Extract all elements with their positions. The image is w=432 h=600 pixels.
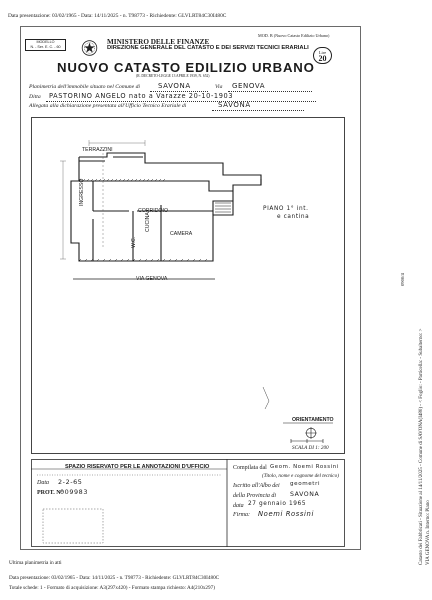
terrace-outline [79, 153, 261, 185]
data2-label: data [233, 503, 244, 509]
wc-label: W.C. [131, 236, 137, 248]
provincia-value: SAVONA [290, 491, 320, 498]
floor-plan-drawing [33, 119, 343, 452]
mod-b-reference: MOD. B (Nuovo Catasto Edilizio Urbano) [258, 33, 330, 38]
terrazzini-label: TERRAZZINI [82, 147, 113, 153]
signature-value: Noemi Rossini [258, 510, 314, 518]
compilata-label: Compilata dal [233, 465, 267, 471]
north-arrow-icon [283, 423, 333, 439]
direction-heading: DIREZIONE GENERALE DEL CATASTO E DEI SERVIZI TECNICI ERARIALI [107, 45, 309, 51]
wall-hatching [79, 179, 207, 261]
ministry-heading: MINISTERO DELLE FINANZE [107, 38, 210, 46]
header-request-line: Data presentazione: 03/02/1965 - Data: 14/11/2025 - n. T98773 - Richiedente: GLVLRT84C30I480C [8, 13, 227, 19]
stair-lines [215, 203, 231, 212]
cantina-label: e cantina [277, 214, 310, 220]
last-plan-note: Ultima planimetria in atti [9, 560, 62, 566]
via-label: Via [215, 84, 223, 90]
data2-value: 27 gennaio 1965 [248, 501, 307, 507]
piano-label: PIANO 1° int. [263, 206, 309, 212]
modello-box [25, 39, 66, 51]
footer-request-line: Data presentazione: 03/02/1965 - Data: 14/11/2025 - n. T98773 - Richiedente: GLVLRT84C30I480C [9, 575, 220, 581]
provincia-label: della Provincia di [233, 493, 277, 499]
ingresso-label: INGRESSO [79, 178, 85, 206]
camera-label: CAMERA [170, 231, 193, 237]
document-title: NUOVO CATASTO EDILIZIO URBANO [57, 60, 315, 75]
side-stamp-code: 0900/4 [400, 273, 405, 286]
sketch-mark [263, 387, 269, 409]
lire-value: 20 [318, 54, 327, 63]
ditta-value: PASTORINO ANGELO nato a Varazze 20-10-1903 [49, 92, 234, 100]
republic-emblem-icon [81, 39, 98, 57]
compilata-note: (Titolo, nome e cognome del tecnico) [262, 473, 339, 479]
ditta-label: Ditta [29, 94, 41, 100]
ditta-dotline [46, 101, 316, 102]
compilata-value: Geom. Noemi Rossini [270, 464, 339, 470]
allegata-value: SAVONA [218, 101, 251, 109]
via-value: GENOVA [232, 82, 266, 90]
office-space-heading: SPAZIO RISERVATO PER LE ANNOTAZIONI D'UFFICIO [65, 464, 210, 470]
row1-label: Planimetria dell'immobile situato nel Comune di [29, 84, 141, 90]
via-genova-label: VIA GENOVA [136, 276, 168, 282]
allegata-label: Allegata alla dichiarazione presentata all'Ufficio Tecnico Erariale di [29, 103, 187, 109]
modello-label: MODELLO [36, 40, 55, 44]
firma-label: Firma: [233, 512, 250, 518]
corridor-wall [79, 181, 233, 191]
via-dotline [228, 91, 312, 92]
protocol-value: 009983 [60, 488, 88, 496]
cucina-label: CUCINA [145, 212, 151, 232]
allegata-dotline [212, 110, 304, 111]
protocol-label: PROT. N° [37, 490, 63, 496]
corridoio-label: CORRIDOIO [138, 208, 168, 214]
scale-bar-icon [291, 439, 323, 443]
lire-badge [313, 47, 332, 64]
footer-format-line: Totale schede: 1 - Formato di acquisizione: A3(297x420) - Formato stampa richiesto: A4(210x297) [9, 585, 215, 591]
decree-reference: (R. DECRETO-LEGGE 13 APRILE 1939, N. 652) [136, 74, 210, 78]
iscritto-label: Iscritto all'Albo dei [233, 483, 280, 489]
modello-code: N. - Ser. E. C. - 60 [30, 45, 61, 49]
iscritto-value: geometri [290, 481, 321, 487]
orientamento-label: ORIENTAMENTO [292, 417, 334, 423]
office-date-label: Data [37, 480, 49, 486]
scale-label: SCALA DI 1: 200 [292, 445, 329, 451]
office-date-value: 2-2-65 [58, 478, 83, 486]
side-cadastre-line: Catasto dei Fabbricati - Situazione al 14/11/2025 - Comune di SAVONA(I480) - < Foglio: - Particella: - Subalterno: > [419, 328, 424, 565]
comune-value: SAVONA [158, 82, 191, 90]
terrace-rail [79, 157, 143, 161]
lire-label: Lire [318, 50, 327, 55]
side-address-line: VIA GENOVA n. Interno: Piano [426, 500, 431, 565]
